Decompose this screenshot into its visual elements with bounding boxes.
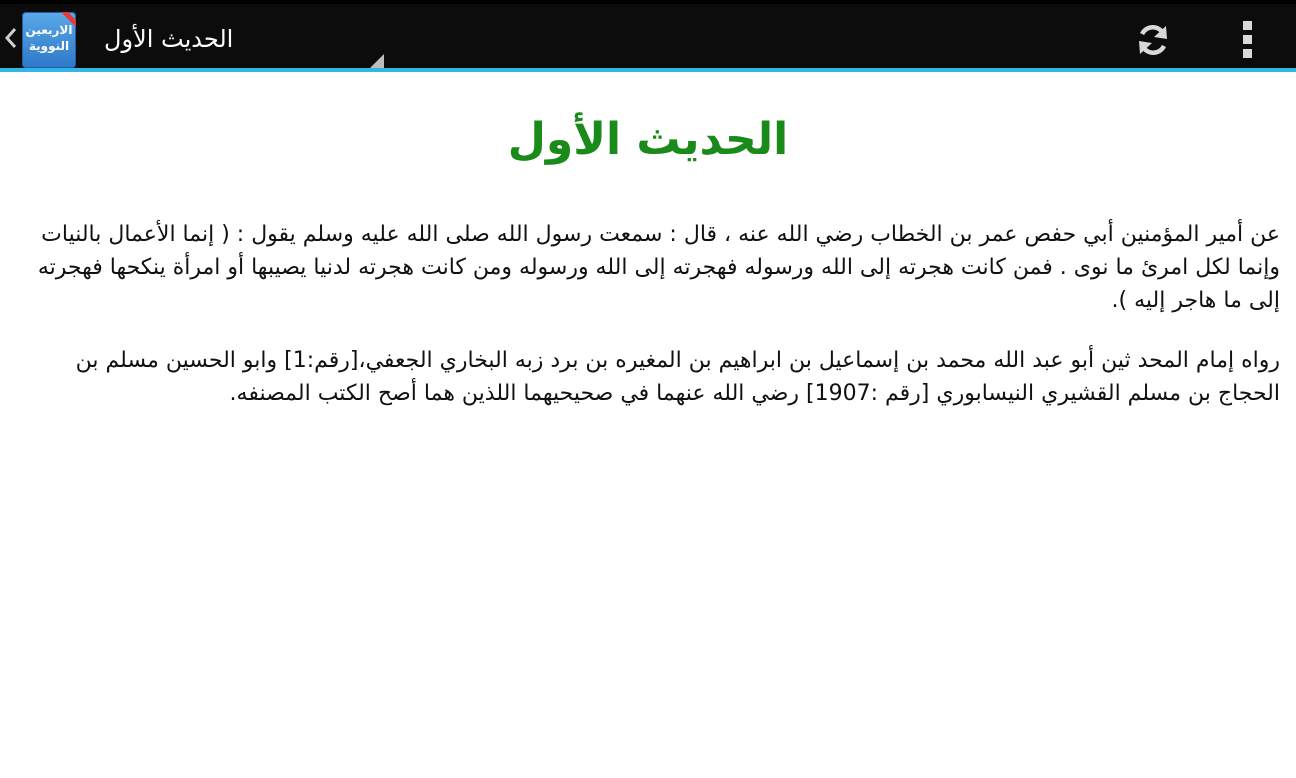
hadith-content[interactable] — [0, 72, 1296, 778]
overflow-dot — [1243, 35, 1252, 44]
hadith-title: الحديث الأول — [507, 114, 789, 165]
refresh-button[interactable] — [1118, 8, 1188, 72]
action-bar — [0, 4, 1296, 68]
overflow-menu-button[interactable] — [1222, 8, 1274, 72]
title-spinner[interactable] — [92, 8, 390, 72]
refresh-icon — [1134, 21, 1172, 59]
hadith-narration: رواه إمام المحد ثين أبو عبد الله محمد بن إسماعيل بن ابراهيم بن المغيره بن برد زبه البخاري الجعفي،[رقم:1] وابو الحسين مسلم بن الحجاج بن مسلم القشيري النيسابوري [رقم :1907] رضي الله عنهما في صحيحيهما اللذين هما أصح الكتب المصنفه. — [75, 348, 1280, 406]
action-bar-title: الحديث الأول — [104, 25, 234, 53]
overflow-dot — [1243, 21, 1252, 30]
spinner-indicator-icon — [370, 54, 384, 68]
app-icon-label: الاربعين النووية — [25, 23, 73, 53]
overflow-dot — [1243, 49, 1252, 58]
hadith-text: عن أمير المؤمنين أبي حفص عمر بن الخطاب رضي الله عنه ، قال : سمعت رسول الله صلى الله عليه وسلم يقول : ( إنما الأعمال بالنيات وإنما لكل امرئ ما نوى . فمن كانت هجرته إلى الله ورسوله فهجرته إلى الله ورسوله ومن كانت هجرته لدنيا يصيبها أو امرأة ينكحها فهجرته إلى ما هاجر إليه ). — [37, 222, 1280, 313]
app-icon[interactable] — [22, 12, 76, 68]
up-caret-icon[interactable] — [4, 26, 18, 50]
